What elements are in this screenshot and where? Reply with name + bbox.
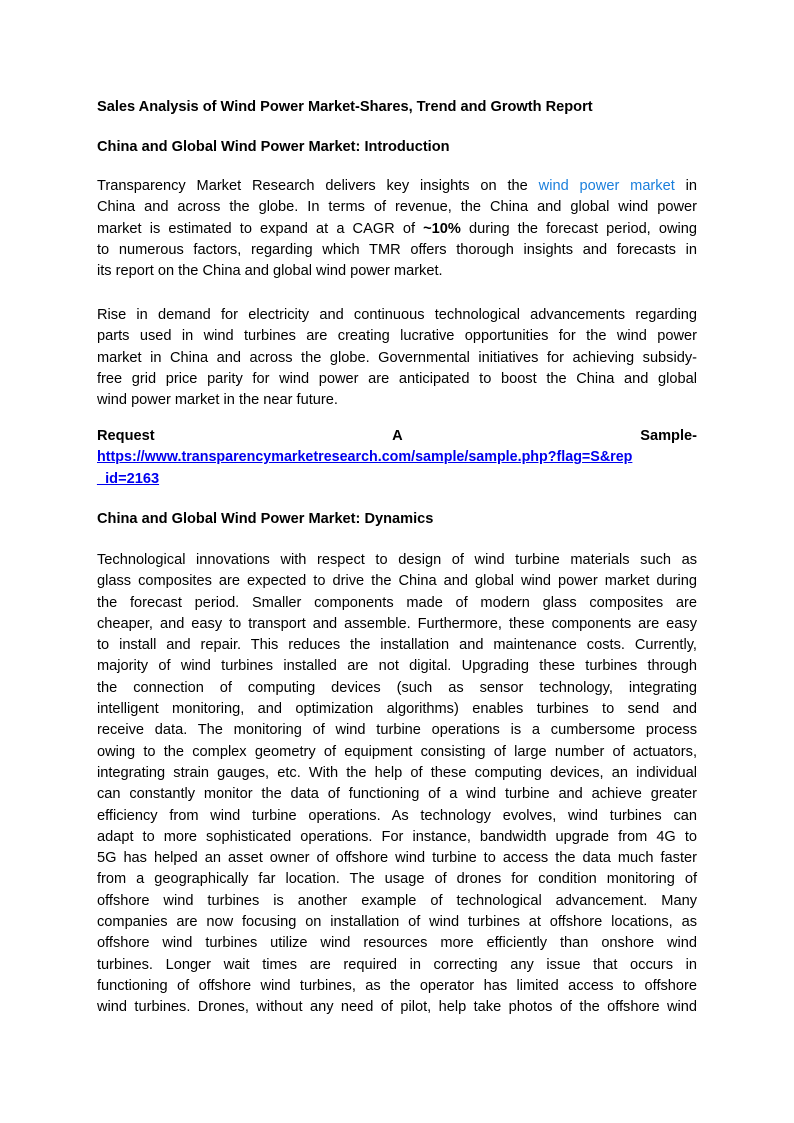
text-line: owing to the complex geometry of equipment consisting of large number of actuators, [97,743,697,760]
text-line: market in China and across the globe. Governmental initiatives for achieving subsidy- [97,349,697,366]
text-line: integrating strain gauges, etc. With the help of these computing devices, an individual [97,764,697,781]
text-line: efficiency from wind turbine operations. As technology evolves, wind turbines can [97,807,697,824]
text-line: offshore wind turbines utilize wind resources more efficiently than onshore wind [97,935,697,952]
request-sample [97,426,697,490]
sample-url-link[interactable]: https://www.transparencymarketresearch.com/sample/sample.php?flag=S&rep [97,449,633,466]
text-line: from a geographically far location. The usage of drones for condition monitoring of [97,871,697,888]
dynamics-paragraph [97,550,697,1019]
text-line: China and across the globe. In terms of revenue, the China and global wind power [97,199,697,216]
dynamics-heading: China and Global Wind Power Market: Dynamics [97,511,434,527]
text-line: 5G has helped an asset owner of offshore wind turbine to access the data much faster [97,850,697,867]
text-line: adapt to more sophisticated operations. For instance, bandwidth upgrade from 4G to [97,828,697,845]
text-line: Technological innovations with respect to design of wind turbine materials such as [97,552,697,568]
text-line: receive data. The monitoring of wind turbine operations is a cumbersome process [97,722,697,739]
request-word: Request [97,428,155,444]
demand-paragraph [97,305,697,411]
intro-paragraph [97,176,697,282]
text-line: intelligent monitoring, and optimization algorithms) enables turbines to send and [97,701,697,718]
text-line: to install and repair. This reduces the installation and maintenance costs. Currently, [97,637,697,654]
intro-heading: China and Global Wind Power Market: Introduction [97,139,450,155]
text-line: parts used in wind turbines are creating lucrative opportunities for the wind power [97,328,697,345]
sample-url-link-cont[interactable]: _id=2163 [97,470,160,487]
request-word: Sample- [640,428,697,444]
text-line: companies are now focusing on installation of wind turbines at offshore locations, as [97,914,697,931]
text-line: glass composites are expected to drive the China and global wind power market during [97,573,697,590]
text-line: functioning of offshore wind turbines, as the operator has limited access to offshore [97,977,697,994]
text-line: wind turbines. Drones, without any need of pilot, help take photos of the offshore wind [97,999,697,1016]
wind-power-market-link[interactable]: wind power market [538,178,675,194]
text-line: free grid price parity for wind power are anticipated to boost the China and global [97,370,697,387]
text: during the forecast period, owing [469,220,697,237]
text: in [685,178,697,194]
text-line: cheaper, and easy to transport and assemble. Furthermore, these components are easy [97,615,697,632]
text-line: the forecast period. Smaller components made of modern glass composites are [97,594,697,611]
text-line: majority of wind turbines installed are not digital. Upgrading these turbines through [97,658,697,675]
text-line: to numerous factors, regarding which TMR offers thorough insights and forecasts in [97,241,697,258]
text-line: the connection of computing devices (such as sensor technology, integrating [97,679,697,696]
cagr-value: ~10% [423,220,461,237]
text-line: wind power market in the near future. [97,392,338,409]
text-line: turbines. Longer wait times are required in correcting any issue that occurs in [97,956,697,973]
text-line: Rise in demand for electricity and continuous technological advancements regarding [97,307,697,323]
text-line: its report on the China and global wind power market. [97,263,443,280]
request-word: A [392,428,403,444]
text-line: offshore wind turbines is another example of technological advancement. Many [97,892,697,909]
text-line: can constantly monitor the data of functioning of a wind turbine and achieve greater [97,786,697,803]
text: market is estimated to expand at a CAGR of [97,220,416,237]
text: Transparency Market Research delivers key insights on the [97,178,528,194]
document-title: Sales Analysis of Wind Power Market-Shares, Trend and Growth Report [97,99,593,115]
